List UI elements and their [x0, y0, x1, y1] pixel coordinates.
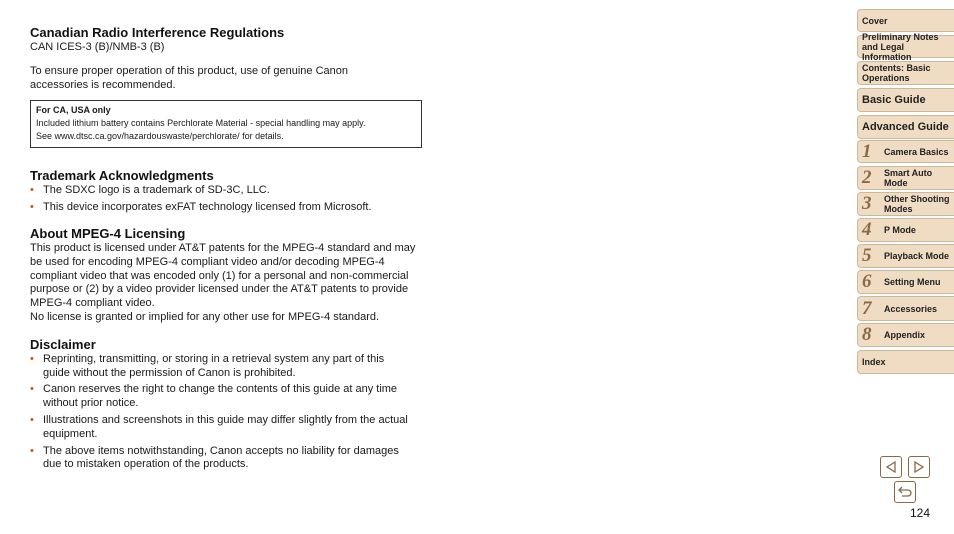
section-trademark — [30, 168, 422, 215]
trademark-list — [30, 184, 422, 215]
nav-chapter-4[interactable]: 4 P Mode — [857, 218, 954, 242]
section-mpeg — [30, 226, 422, 325]
section-title: Trademark Acknowledgments — [30, 168, 214, 184]
section-title: Canadian Radio Interference Regulations — [30, 25, 285, 40]
nav-chapter-6[interactable]: 6 Setting Menu — [857, 270, 954, 294]
previous-page-button[interactable] — [880, 456, 902, 478]
nav-chapter-3[interactable]: 3 Other Shooting Modes — [857, 192, 954, 216]
page-number: 124 — [910, 506, 931, 520]
list-item: • Illustrations and screenshots in this guide may differ slightly from the actual equipment. — [30, 413, 408, 440]
nav-tab-basic-guide[interactable]: Basic Guide — [857, 88, 954, 112]
battery-notice-box — [30, 100, 422, 148]
return-arrow-icon — [898, 486, 912, 498]
list-item: • Canon reserves the right to change the contents of this guide at any time without prior notice. — [30, 383, 398, 410]
nav-tab-advanced-guide[interactable]: Advanced Guide — [857, 115, 954, 139]
nav-chapter-7[interactable]: 7 Accessories — [857, 296, 954, 321]
list-item: • The above items notwithstanding, Canon accepts no liability for damages due to mistaken operation of the products. — [30, 444, 399, 471]
return-button[interactable] — [894, 481, 916, 503]
notice-line: Included lithium battery contains Perchlorate Material - special handling may apply. — [36, 118, 366, 129]
next-page-button[interactable] — [908, 456, 930, 478]
list-item: • This device incorporates exFAT technology licensed from Microsoft. — [30, 201, 372, 214]
ices-code: CAN ICES-3 (B)/NMB-3 (B) — [30, 41, 165, 53]
nav-chapter-1[interactable]: 1 Camera Basics — [857, 140, 954, 163]
section-disclaimer — [30, 337, 422, 472]
disclaimer-list — [30, 353, 410, 472]
nav-chapter-2[interactable]: 2 Smart Auto Mode — [857, 166, 954, 190]
triangle-left-icon — [885, 461, 897, 473]
nav-tab-contents[interactable]: Contents: Basic Operations — [857, 61, 954, 85]
section-title: Disclaimer — [30, 336, 96, 352]
list-item: • The SDXC logo is a trademark of SD-3C, LLC. — [30, 184, 270, 197]
section-body: This product is licensed under AT&T patents for the MPEG-4 standard and may be used for encoding MPEG-4 compliant video and/or decoding MPEG-4 compliant video that was encoded only (1) for a personal and non-commercial purpose or (2) by a video provider licensed under the AT&T patents to provide MPEG-4 compliant video. — [30, 241, 416, 310]
notice-title: For CA, USA only — [36, 105, 111, 116]
nav-chapter-5[interactable]: 5 Playback Mode — [857, 244, 954, 268]
section-title: About MPEG-4 Licensing — [30, 225, 186, 241]
nav-tab-preliminary-notes[interactable]: Preliminary Notes and Legal Information — [857, 35, 954, 58]
list-item: • Reprinting, transmitting, or storing in a retrieval system any part of this guide without the permission of Canon is prohibited. — [30, 352, 385, 379]
nav-tab-cover[interactable]: Cover — [857, 9, 954, 32]
main-content — [30, 25, 422, 475]
notice-line: See www.dtsc.ca.gov/hazardouswaste/perchlorate/ for details. — [36, 131, 284, 142]
triangle-right-icon — [913, 461, 925, 473]
section-body: No license is granted or implied for any other use for MPEG-4 standard. — [30, 310, 380, 323]
nav-tab-index[interactable]: Index — [857, 350, 954, 374]
nav-chapter-8[interactable]: 8 Appendix — [857, 323, 954, 347]
section-radio — [30, 25, 422, 148]
section-body: To ensure proper operation of this product, use of genuine Canon accessories is recommended. — [30, 64, 348, 91]
